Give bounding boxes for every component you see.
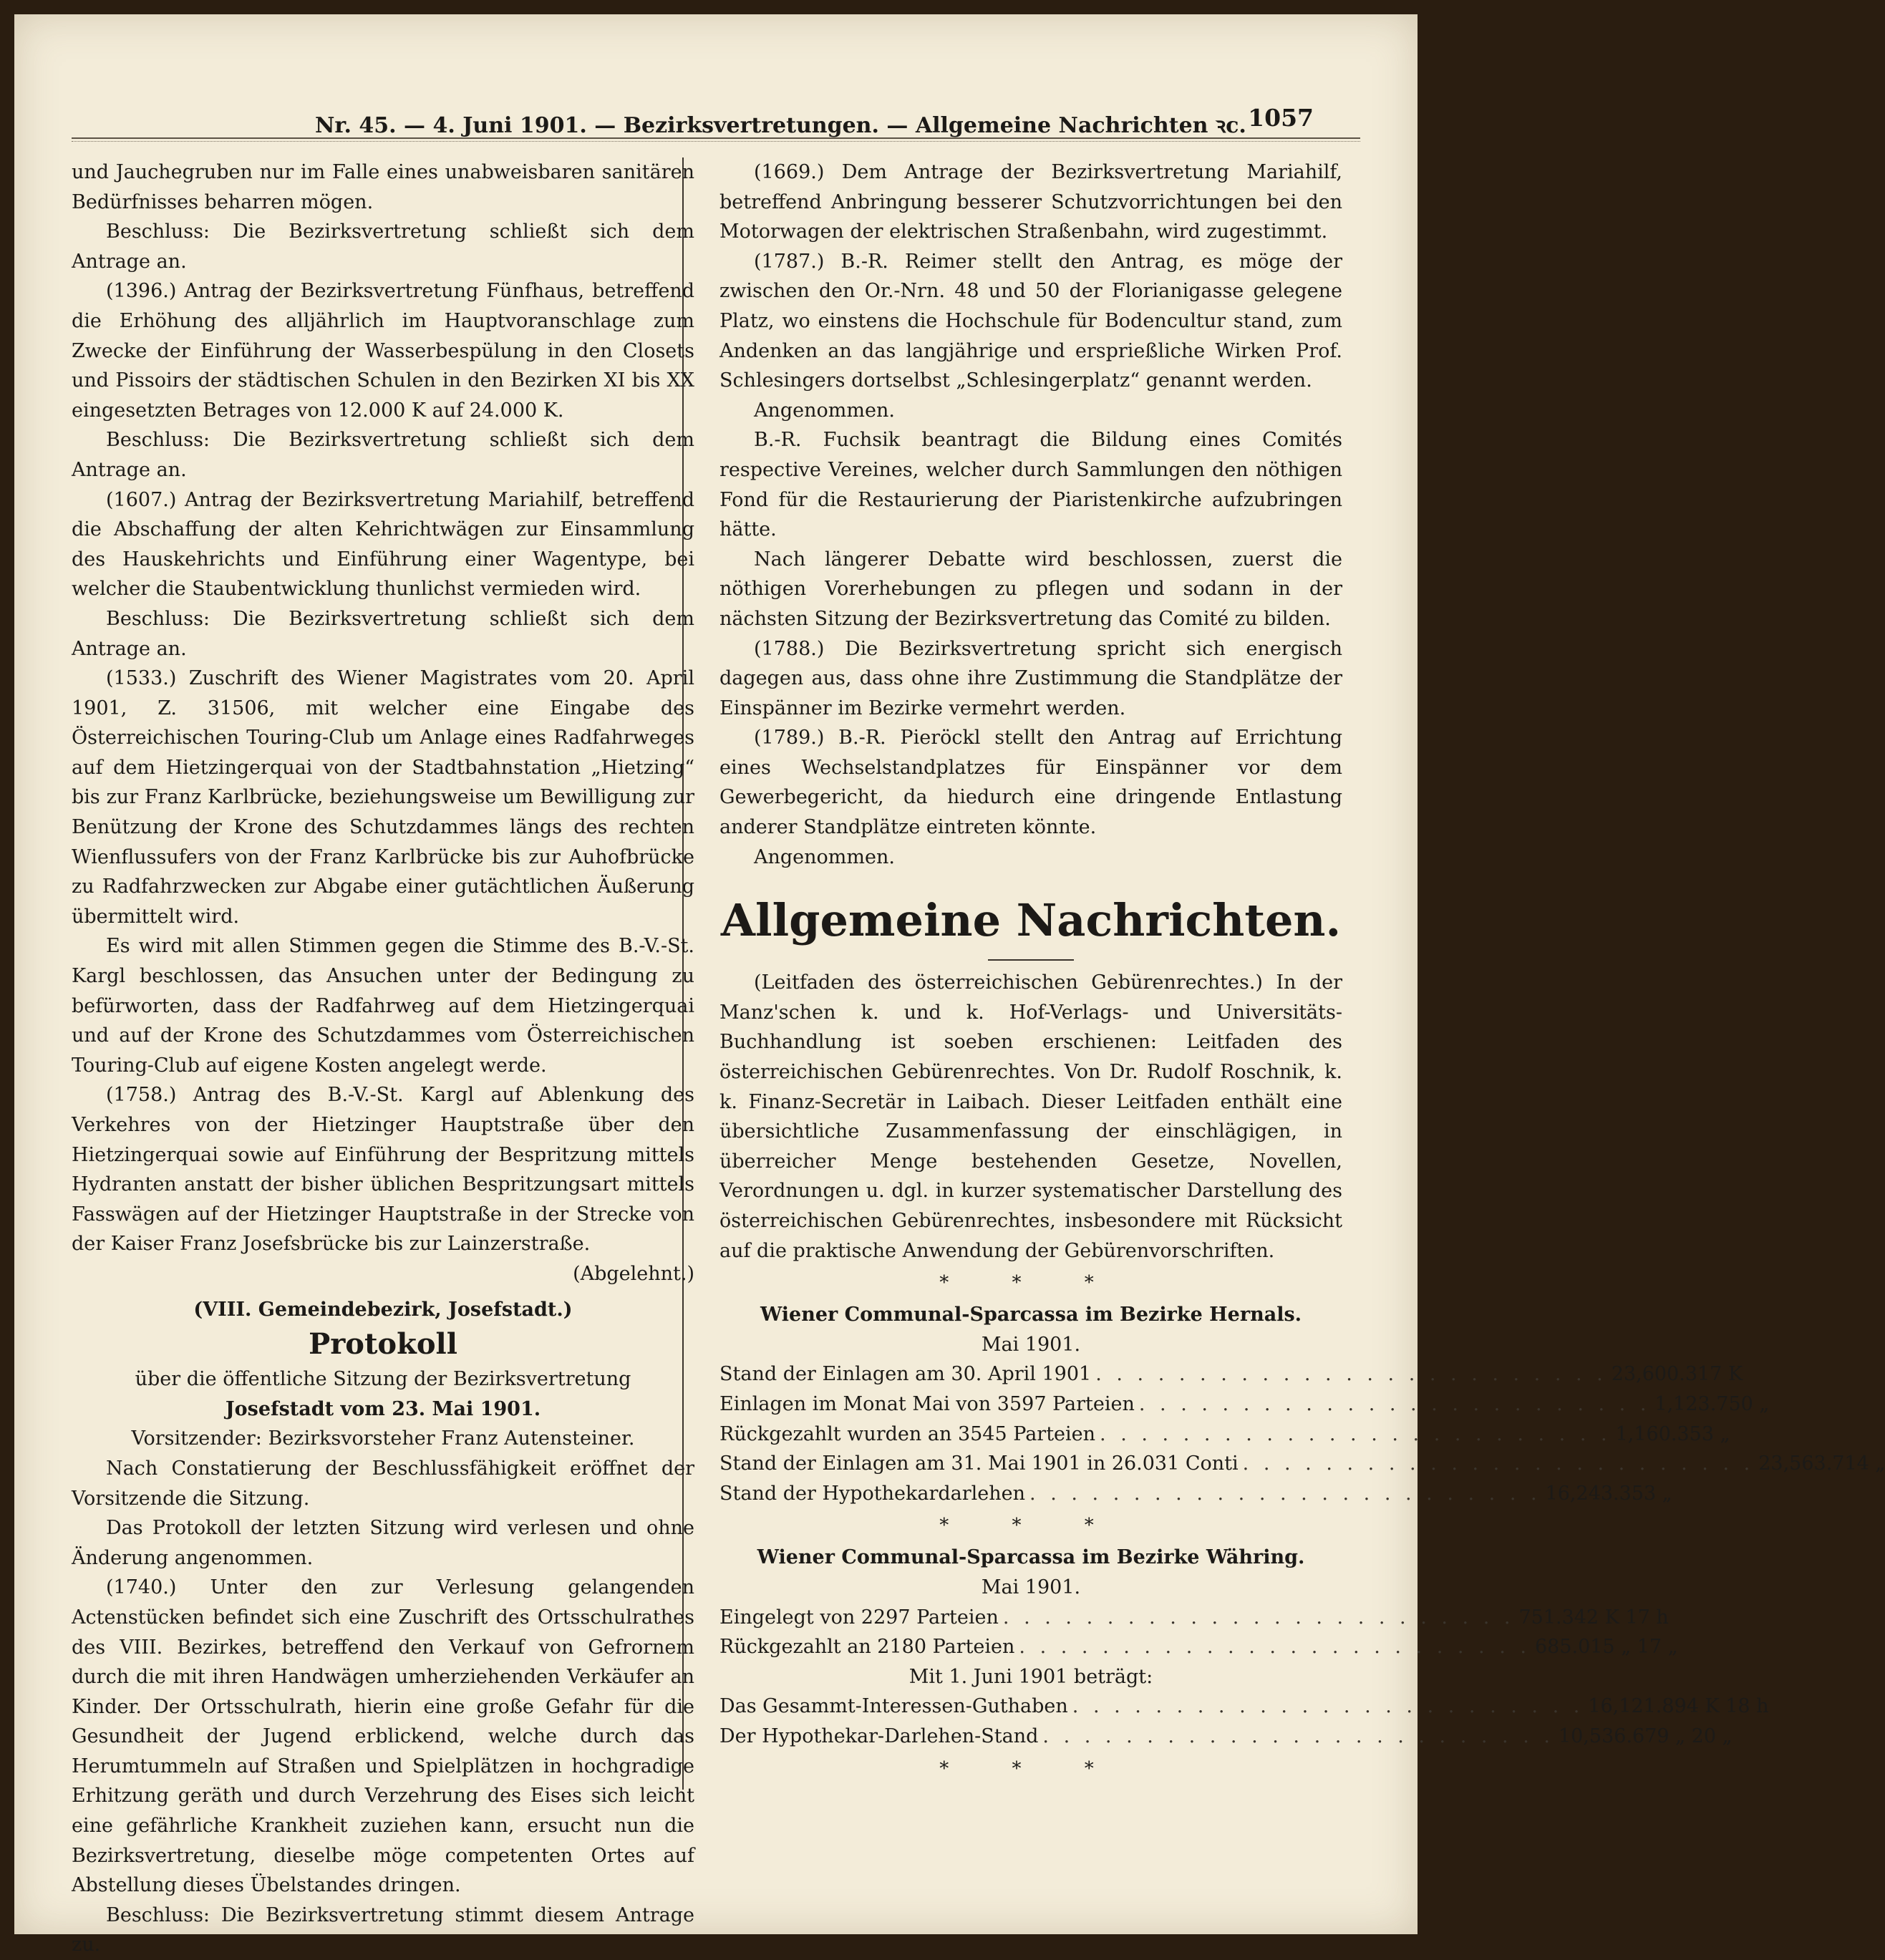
paragraph: und Jauchegruben nur im Falle eines unabweisbaren sanitären Bedürfnisses beharren mögen. bbox=[72, 161, 694, 213]
ledger-row bbox=[719, 1722, 1733, 1752]
left-column bbox=[72, 157, 694, 1960]
ledger-amount: 1,123.750 „ bbox=[1654, 1392, 1770, 1415]
ledger-row bbox=[719, 1479, 1672, 1509]
sparcassa-heading: Wiener Communal-Sparcassa im Bezirke Hernals. bbox=[760, 1304, 1302, 1326]
protokoll-subtitle: über die öffentliche Sitzung der Bezirksvertretung bbox=[135, 1368, 631, 1391]
ledger-label: Das Gesammt-Interessen-Guthaben bbox=[719, 1695, 1068, 1718]
ledger-label: Rückgezahlt an 2180 Parteien bbox=[719, 1636, 1015, 1659]
paragraph: (1788.) Die Bezirksvertretung spricht sich energisch dagegen aus, dass ohne ihre Zustimmung die Standplätze der Einspänner im Bezirke vermehrt werden. bbox=[719, 637, 1342, 719]
ledger-label: Der Hypothekar-Darlehen-Stand bbox=[719, 1724, 1039, 1747]
paragraph: (1533.) Zuschrift des Wiener Magistrates vom 20. April 1901, Z. 31506, mit welcher eine Eingabe des Österreichischen Touring-Club um Anlage eines Radfahrweges auf dem Hietzingerquai von der Stadtbahnstation „Hietzing“ bis zur Franz Karlbrücke, beziehungsweise um Bewilligung zur Benützung der Krone des Schutzdammes längs des rechten Wienflussufers von der Franz Karlbrücke bis zur Auhofbrücke zu Radfahrzwecken zur Abgabe einer gutächtlichen Äußerung übermittelt wird. bbox=[72, 667, 694, 928]
paragraph: Das Protokoll der letzten Sitzung wird verlesen und ohne Änderung angenommen. bbox=[72, 1517, 694, 1569]
ledger-row bbox=[719, 1449, 1885, 1479]
resolution: Beschluss: Die Bezirksvertretung schließt sich dem Antrage an. bbox=[72, 220, 694, 273]
ledger-label: Stand der Einlagen am 31. Mai 1901 in 26.031 Conti bbox=[719, 1452, 1239, 1475]
ledger-row bbox=[719, 1692, 1769, 1722]
waehring-subheading: Mit 1. Juni 1901 beträgt: bbox=[908, 1665, 1153, 1688]
chair-line: Vorsitzender: Bezirksvorsteher Franz Autensteiner. bbox=[131, 1427, 635, 1450]
ledger-label: Stand der Hypothekardarlehen bbox=[719, 1482, 1026, 1505]
ledger-row bbox=[719, 1420, 1730, 1450]
rejected-note: (Abgelehnt.) bbox=[573, 1262, 694, 1285]
running-header: Nr. 45. — 4. Juni 1901. — Bezirksvertretungen. — Allgemeine Nachrichten ꝛc. bbox=[315, 113, 1246, 138]
leader-dots: . . . . . . . . . . . . . . . . . . . . . . . . . bbox=[1042, 1724, 1554, 1747]
paragraph: (1789.) B.-R. Pieröckl stellt den Antrag auf Errichtung eines Wechselstandplatzes für Einspänner vor dem Gewerbegericht, da hiedurch eine dringende Entlastung anderer Standplätze eintreten könnte. bbox=[719, 727, 1342, 839]
ledger-amount: 16,243.353 „ bbox=[1545, 1482, 1672, 1505]
ledger-amount: 16,121.894 K 18 h bbox=[1588, 1695, 1769, 1718]
ledger-label: Stand der Einlagen am 30. April 1901 bbox=[719, 1363, 1092, 1386]
heading-rule bbox=[988, 959, 1074, 961]
ledger-amount: 1,160.353 „ bbox=[1615, 1422, 1730, 1445]
ledger-label: Eingelegt von 2297 Parteien bbox=[719, 1606, 999, 1629]
header-rule bbox=[72, 137, 1360, 139]
protokoll-title: Protokoll bbox=[309, 1327, 457, 1362]
resolution: Beschluss: Die Bezirksvertretung stimmt diesem Antrage zu. bbox=[72, 1903, 694, 1956]
ledger-amount: 23,600.317 K bbox=[1611, 1363, 1743, 1386]
ledger-row bbox=[719, 1389, 1770, 1420]
leader-dots: . . . . . . . . . . . . . . . . . . . . . . . . . bbox=[1019, 1636, 1531, 1659]
waehring-table-2 bbox=[719, 1692, 1769, 1751]
leader-dots: . . . . . . . . . . . . . . . . . . . . . . . . . bbox=[1002, 1606, 1515, 1629]
leader-dots: . . . . . . . . . . . . . . . . . . . . . . . . . bbox=[1029, 1482, 1541, 1505]
paragraph: (1607.) Antrag der Bezirksvertretung Mariahilf, betreffend die Abschaffung der alten Kehrichtwägen zur Einsammlung des Hauskehrichts und Einführung einer Wagentype, bei welcher die Staubentwicklung thunlichst vermieden wird. bbox=[72, 488, 694, 601]
resolution: Beschluss: Die Bezirksvertretung schließt sich dem Antrage an. bbox=[72, 429, 694, 481]
paragraph: (Leitfaden des österreichischen Gebürenrechtes.) In der Manz'schen k. und k. Hof-Verlags- und Universitäts-Buchhandlung ist soeben erschienen: Leitfaden des österreichischen Gebürenrechtes. Von Dr. Rudolf Roschnik, k. k. Finanz-Secretär in Laibach. Dieser Leitfaden enthält eine übersichtliche Zusammenfassung der einschlägigen, in überreicher Menge bestehenden Gesetze, Novellen, Verordnungen u. dgl. in kurzer systematischer Darstellung des österreichischen Gebürenrechtes, insbesondere mit Rücksicht auf die praktische Anwendung der Gebürenvorschriften. bbox=[719, 971, 1342, 1262]
paragraph: B.-R. Fuchsik beantragt die Bildung eines Comités respective Vereines, welcher durch Sammlungen den nöthigen Fond für die Restaurierung der Piaristenkirche aufzubringen hätte. bbox=[719, 429, 1342, 541]
paragraph: Nach längerer Debatte wird beschlossen, zuerst die nöthigen Vorerhebungen zu pflegen und sodann in der nächsten Sitzung der Bezirksvertretung das Comité zu bilden. bbox=[719, 548, 1342, 630]
ledger-amount: 685.015 „ 17 „ bbox=[1534, 1636, 1678, 1659]
separator-stars: * * * bbox=[939, 1757, 1123, 1780]
ledger-amount: 751.342 K 17 h bbox=[1518, 1606, 1669, 1629]
newspaper-page bbox=[14, 14, 1885, 1956]
ledger-label: Rückgezahlt wurden an 3545 Parteien bbox=[719, 1422, 1096, 1445]
leader-dots: . . . . . . . . . . . . . . . . . . . . . . . . . bbox=[1242, 1452, 1755, 1475]
ledger-row bbox=[719, 1603, 1669, 1633]
paragraph: (1740.) Unter den zur Verlesung gelangenden Actenstücken befindet sich eine Zuschrift des Ortsschulrathes des VIII. Bezirkes, betreffend den Verkauf von Gefrornem durch die mit ihren Handwägen umherziehenden Verkäufer an Kinder. Der Ortsschulrath, hierin eine große Gefahr für die Gesundheit der Jugend erblickend, welche durch das Herumtummeln auf Straßen und Spielplätzen in hochgradige Erhitzung geräth und durch Verzehrung des Eises sich leicht eine gefährliche Krankheit zuziehen kann, ersucht nun die Bezirksvertretung, dieselbe möge competenten Ortes auf Abstellung dieses Übelstandes dringen. bbox=[72, 1576, 694, 1897]
main-heading: Allgemeine Nachrichten. bbox=[720, 894, 1342, 947]
leader-dots: . . . . . . . . . . . . . . . . . . . . . . . . . bbox=[1100, 1422, 1612, 1445]
ledger-row bbox=[719, 1359, 1743, 1389]
paragraph: (1669.) Dem Antrage der Bezirksvertretung Mariahilf, betreffend Anbringung besserer Schutzvorrichtungen bei den Motorwagen der elektrischen Straßenbahn, wird zugestimmt. bbox=[719, 161, 1342, 243]
accepted-note: Angenommen. bbox=[754, 399, 895, 422]
leader-dots: . . . . . . . . . . . . . . . . . . . . . . . . . bbox=[1138, 1392, 1651, 1415]
page-header bbox=[14, 89, 1418, 138]
sparcassa-month: Mai 1901. bbox=[981, 1333, 1081, 1356]
separator-stars: * * * bbox=[939, 1515, 1123, 1537]
paragraph: (1787.) B.-R. Reimer stellt den Antrag, es möge der zwischen den Or.-Nrn. 48 und 50 der Florianigasse gelegene Platz, wo einstens die Hochschule für Bodencultur stand, zum Andenken an das langjährige und ersprießliche Wirken Prof. Schlesingers dortselbst „Schlesingerplatz“ genannt werden. bbox=[719, 250, 1342, 392]
page-number: 1057 bbox=[1248, 104, 1314, 132]
ledger-amount: 23,563.714 „ bbox=[1758, 1452, 1885, 1475]
accepted-note: Angenommen. bbox=[754, 845, 895, 868]
sparcassa-month: Mai 1901. bbox=[981, 1576, 1081, 1598]
resolution: Beschluss: Die Bezirksvertretung schließt sich dem Antrage an. bbox=[72, 607, 694, 660]
leader-dots: . . . . . . . . . . . . . . . . . . . . . . . . . bbox=[1072, 1695, 1584, 1718]
leader-dots: . . . . . . . . . . . . . . . . . . . . . . . . . bbox=[1095, 1363, 1607, 1386]
paragraph: (1758.) Antrag des B.-V.-St. Kargl auf Ablenkung des Verkehres von der Hietzinger Hauptstraße über den Hietzingerquai sowie auf Einführung der Bespritzung mittels Hydranten anstatt der bisher üblichen Bespritzungsart mittels Fasswägen auf der Hietzinger Hauptstraße in der Strecke von der Kaiser Franz Josefsbrücke bis zur Lainzerstraße. bbox=[72, 1084, 694, 1256]
ledger-row bbox=[719, 1632, 1678, 1662]
section-heading: (VIII. Gemeindebezirk, Josefstadt.) bbox=[193, 1298, 573, 1321]
paragraph: Es wird mit allen Stimmen gegen die Stimme des B.-V.-St. Kargl beschlossen, das Ansuchen unter der Bedingung zu befürworten, dass der Radfahrweg auf dem Hietzingerquai und auf der Krone des Schutzdammes vom Österreichischen Touring-Club auf eigene Kosten angelegt werde. bbox=[72, 935, 694, 1077]
paragraph: (1396.) Antrag der Bezirksvertretung Fünfhaus, betreffend die Erhöhung des alljährlich im Hauptvoranschlage zum Zwecke der Einführung der Wasserbespülung in den Closets und Pissoirs der städtischen Schulen in den Bezirken XI bis XX eingesetzten Betrages von 12.000 K auf 24.000 K. bbox=[72, 280, 694, 422]
ledger-amount: 10,536.679 „ 20 „ bbox=[1558, 1724, 1733, 1747]
waehring-table bbox=[719, 1603, 1678, 1662]
ledger-label: Einlagen im Monat Mai von 3597 Parteien bbox=[719, 1392, 1135, 1415]
separator-stars: * * * bbox=[939, 1272, 1123, 1294]
sparcassa-heading: Wiener Communal-Sparcassa im Bezirke Währing. bbox=[757, 1546, 1305, 1569]
right-column bbox=[719, 157, 1885, 1786]
hernals-table bbox=[719, 1359, 1885, 1508]
header-rule-dotted bbox=[72, 141, 1360, 142]
protokoll-date: Josefstadt vom 23. Mai 1901. bbox=[225, 1397, 541, 1420]
paragraph: Nach Constatierung der Beschlussfähigkeit eröffnet der Vorsitzende die Sitzung. bbox=[72, 1457, 694, 1510]
